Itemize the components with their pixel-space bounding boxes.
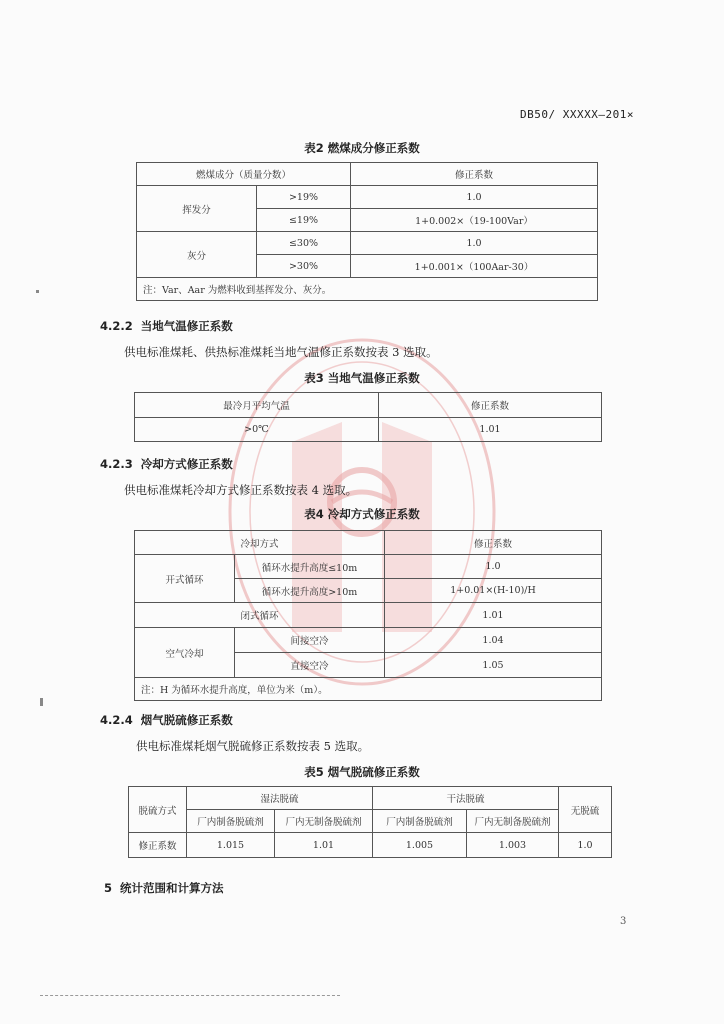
table5-group-dry: 干法脱硫 [373,787,559,810]
section-4-2-4-text: 供电标准煤耗烟气脱硫修正系数按表 5 选取。 [136,739,370,753]
table2-cond: ≤30% [257,232,351,255]
table3 [134,392,602,442]
section-4-2-2-heading [100,318,233,334]
table5-sub: 厂内无制备脱硫剂 [467,810,559,833]
table5-value: 1.003 [467,833,559,858]
scan-edge-line [40,995,340,997]
table5-caption: 表5 烟气脱硫修正系数 [304,765,420,779]
table5-none: 无脱硫 [559,787,612,833]
table4-cond: 循环水提升高度≤10m [235,555,385,579]
table2-head-coefficient: 修正系数 [351,163,598,186]
section-number: 5 [104,881,113,895]
table4-value: 1.05 [385,653,602,678]
table4-cond: 直接空冷 [235,653,385,678]
table4-head-coefficient: 修正系数 [385,531,602,555]
section-title: 统计范围和计算方法 [120,881,224,895]
table4-group-closed: 闭式循环 [135,603,385,628]
section-4-2-4-heading [100,712,233,728]
table4-group-open: 开式循环 [135,555,235,603]
table4 [134,530,602,701]
section-4-2-2-text: 供电标准煤耗、供热标准煤耗当地气温修正系数按表 3 选取。 [124,345,438,359]
section-title: 当地气温修正系数 [140,319,233,333]
table2-value: 1.0 [351,186,598,209]
section-title: 冷却方式修正系数 [140,457,233,471]
table2-value: 1.0 [351,232,598,255]
table3-value: 1.01 [379,418,602,442]
table5-value: 1.01 [275,833,373,858]
table2-note: 注：Var、Aar 为燃料收到基挥发分、灰分。 [137,278,598,301]
section-number: 4.2.4 [100,713,133,727]
table2 [136,162,598,301]
table2-caption: 表2 燃煤成分修正系数 [304,141,420,155]
table5-sub: 厂内无制备脱硫剂 [275,810,373,833]
table4-cond: 间接空冷 [235,628,385,653]
section-title: 烟气脱硫修正系数 [140,713,233,727]
table4-value: 1.0 [385,555,602,579]
table2-cond: >30% [257,255,351,278]
section-number: 4.2.3 [100,457,133,471]
table2-cond: ≤19% [257,209,351,232]
table5-sub: 厂内制备脱硫剂 [187,810,275,833]
table4-caption: 表4 冷却方式修正系数 [304,507,420,521]
table5-value: 1.015 [187,833,275,858]
table5-sub: 厂内制备脱硫剂 [373,810,467,833]
section-5-heading [104,880,224,896]
page-number: 3 [620,916,627,927]
table2-value: 1+0.001×（100Aar-30） [351,255,598,278]
table4-note: 注：H 为循环水提升高度，单位为米（m）。 [135,678,602,701]
table2-head-composition: 燃煤成分（质量分数） [137,163,351,186]
table2-group-ash: 灰分 [137,232,257,278]
scan-speck [36,290,39,293]
table5-row-head: 脱硫方式 [129,787,187,833]
section-4-2-3-text: 供电标准煤耗冷却方式修正系数按表 4 选取。 [124,483,358,497]
scan-speck [40,698,43,706]
table5-value-head: 修正系数 [129,833,187,858]
table4-value: 1.01 [385,603,602,628]
document-code: DB50/ XXXXX—201× [520,108,634,121]
table3-head-temperature: 最冷月平均气温 [135,393,379,418]
table5-group-wet: 湿法脱硫 [187,787,373,810]
table3-head-coefficient: 修正系数 [379,393,602,418]
table3-caption: 表3 当地气温修正系数 [304,371,420,385]
table2-group-volatile: 挥发分 [137,186,257,232]
table5-value: 1.005 [373,833,467,858]
table5 [128,786,612,858]
table2-value: 1+0.002×（19-100Var） [351,209,598,232]
table4-head-cooling: 冷却方式 [135,531,385,555]
section-number: 4.2.2 [100,319,133,333]
table2-cond: >19% [257,186,351,209]
table4-value: 1.04 [385,628,602,653]
table4-group-air: 空气冷却 [135,628,235,678]
table3-cond: >0℃ [135,418,379,442]
table4-cond: 循环水提升高度>10m [235,579,385,603]
table4-value: 1+0.01×(H-10)/H [385,579,602,603]
table5-value: 1.0 [559,833,612,858]
section-4-2-3-heading [100,456,233,472]
